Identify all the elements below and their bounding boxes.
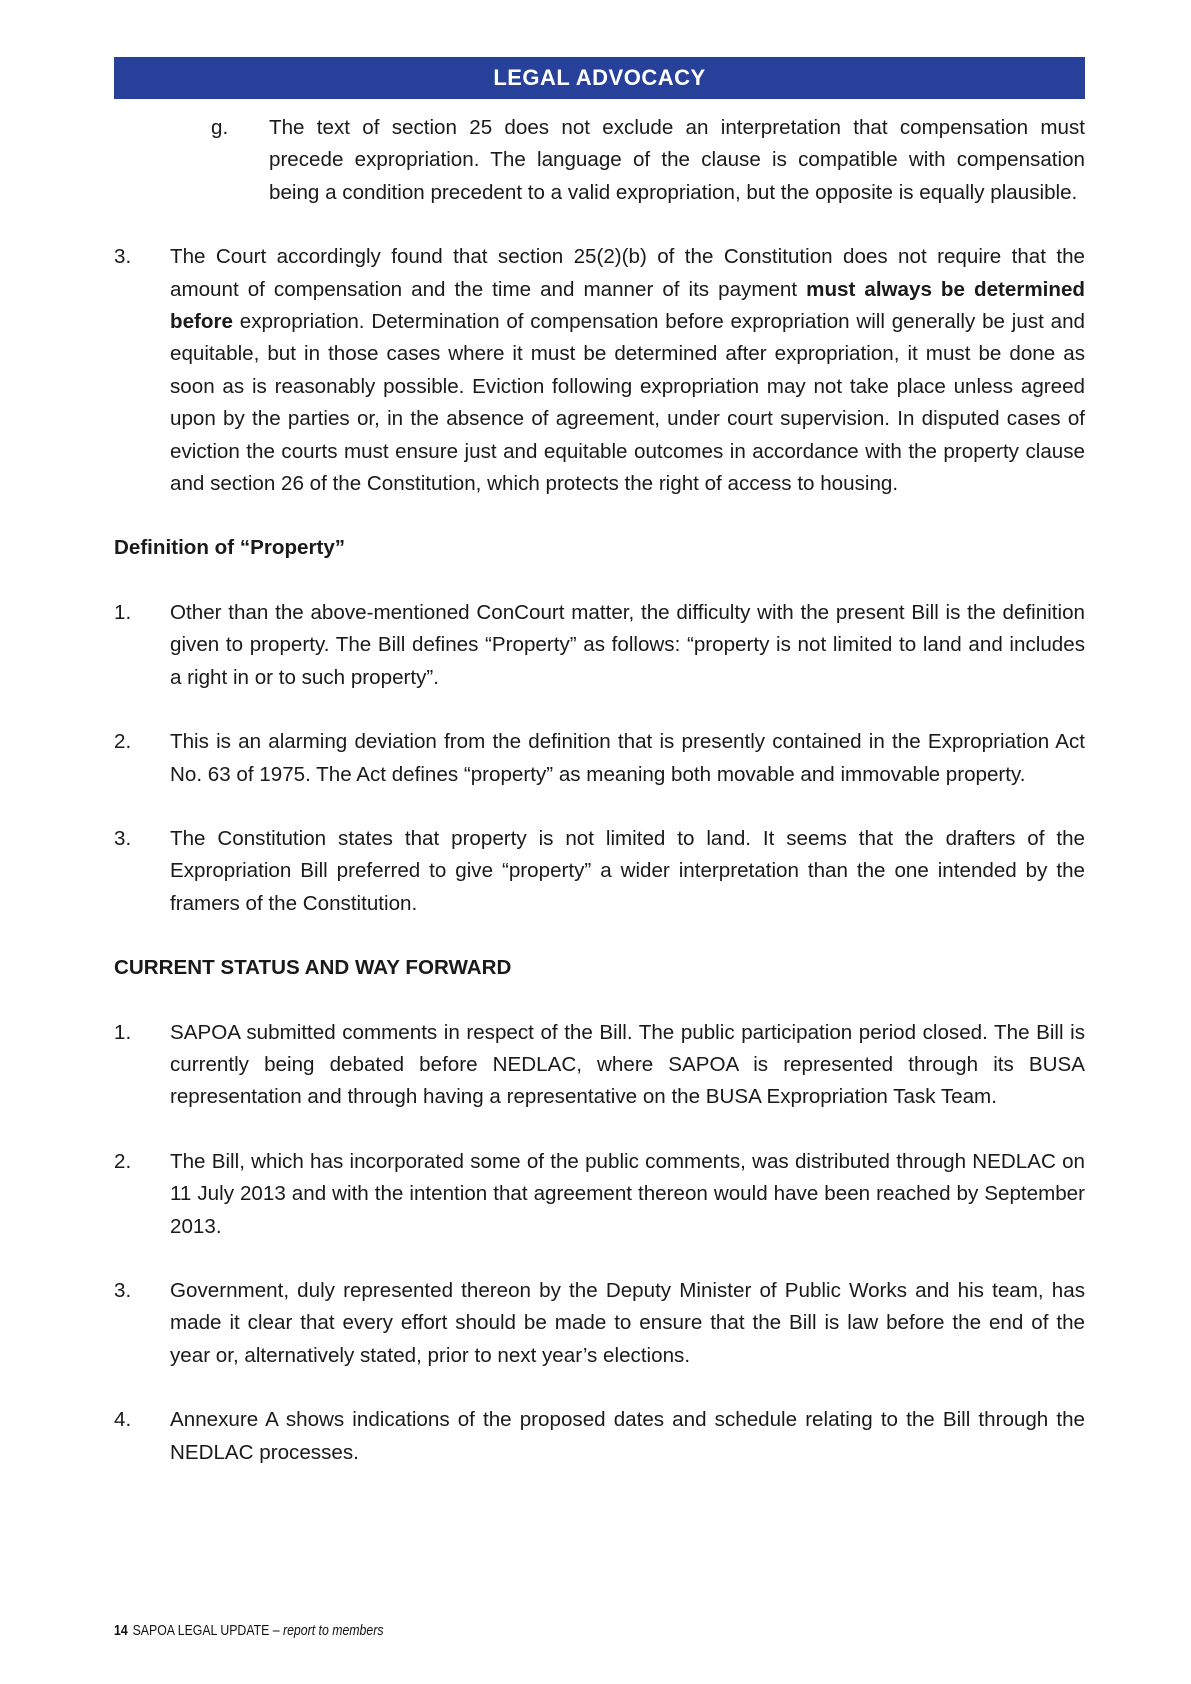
item-number: 3. bbox=[114, 245, 132, 269]
status-heading: CURRENT STATUS AND WAY FORWARD bbox=[114, 956, 512, 980]
text-part: expropriation. Determination of compensation before expropriation will generally be just and equitable, but in those cases where it must be determined after expropriation, it must be done as soon as is reasonably possible. Eviction following expropriation may not take place unless agreed upon by the parties or, in the absence of agreement, under court supervision. In disputed cases of eviction the courts must ensure just and equitable outcomes in accordance with the property clause and section 26 of the Constitution, which protects the right of access to housing. bbox=[170, 310, 1085, 496]
item-number: 3. bbox=[114, 1278, 132, 1302]
item-number: 2. bbox=[114, 730, 132, 754]
list-item bbox=[114, 823, 1085, 920]
item-text: Other than the above-mentioned ConCourt matter, the difficulty with the present Bill is the definition given to property. The Bill defines “Property” as follows: “property is not limited to land and includes a right in or to such property”. bbox=[170, 600, 1085, 689]
publication-subtitle: report to members bbox=[282, 1622, 384, 1639]
text-part: The Court accordingly found that section 25(2)(b) of the Constitution does not require that the amount of compensation and the time and manner of its payment bbox=[170, 245, 1085, 301]
item-number: 2. bbox=[114, 1149, 132, 1173]
item-text: The Bill, which has incorporated some of the public comments, was distributed through NEDLAC on 11 July 2013 and with the intention that agreement thereon would have been reached by September 2013. bbox=[170, 1149, 1085, 1238]
item-text: The Constitution states that property is not limited to land. It seems that the drafters of the Expropriation Bill preferred to give “property” a wider interpretation than the one intended by the framers of the Constitution. bbox=[170, 826, 1085, 915]
item-number: 3. bbox=[114, 826, 132, 850]
item-text: Annexure A shows indications of the proposed dates and schedule relating to the Bill through the NEDLAC processes. bbox=[170, 1408, 1085, 1464]
page-number: 14 bbox=[114, 1622, 128, 1639]
section-banner: LEGAL ADVOCACY bbox=[114, 57, 1085, 99]
item-text: This is an alarming deviation from the definition that is presently contained in the Expropriation Act No. 63 of 1975. The Act defines “property” as meaning both movable and immovable property. bbox=[170, 730, 1085, 786]
item-number: 4. bbox=[114, 1408, 132, 1432]
item-text: Government, duly represented thereon by the Deputy Minister of Public Works and his team, has made it clear that every effort should be made to ensure that the Bill is law before the end of the year or, alternatively stated, prior to next year’s elections. bbox=[170, 1278, 1085, 1367]
list-item bbox=[114, 597, 1085, 694]
list-item-g bbox=[114, 112, 1085, 209]
list-item bbox=[114, 726, 1085, 791]
list-item bbox=[114, 1404, 1085, 1469]
list-item bbox=[114, 1017, 1085, 1114]
definition-heading: Definition of “Property” bbox=[114, 536, 346, 560]
item-number: 1. bbox=[114, 1020, 132, 1044]
item-text: The text of section 25 does not exclude an interpretation that compensation must precede expropriation. The language of the clause is compatible with compensation being a condition precedent to a valid expropriation, but the opposite is equally plausible. bbox=[269, 116, 1085, 204]
item-text bbox=[170, 241, 1085, 500]
list-item bbox=[114, 1146, 1085, 1243]
item-number: 1. bbox=[114, 600, 132, 624]
list-item bbox=[114, 1275, 1085, 1372]
publication-title: SAPOA LEGAL UPDATE – bbox=[132, 1622, 283, 1639]
page-footer bbox=[114, 1622, 383, 1639]
court-finding-item bbox=[114, 241, 1085, 500]
item-number: g. bbox=[211, 116, 229, 139]
item-text: SAPOA submitted comments in respect of the Bill. The public participation period closed. The Bill is currently being debated before NEDLAC, where SAPOA is represented through its BUSA representation and through having a representative on the BUSA Expropriation Task Team. bbox=[170, 1020, 1085, 1109]
page-content bbox=[114, 112, 1085, 1469]
emphasis-text: must always be determined before bbox=[170, 277, 1085, 334]
